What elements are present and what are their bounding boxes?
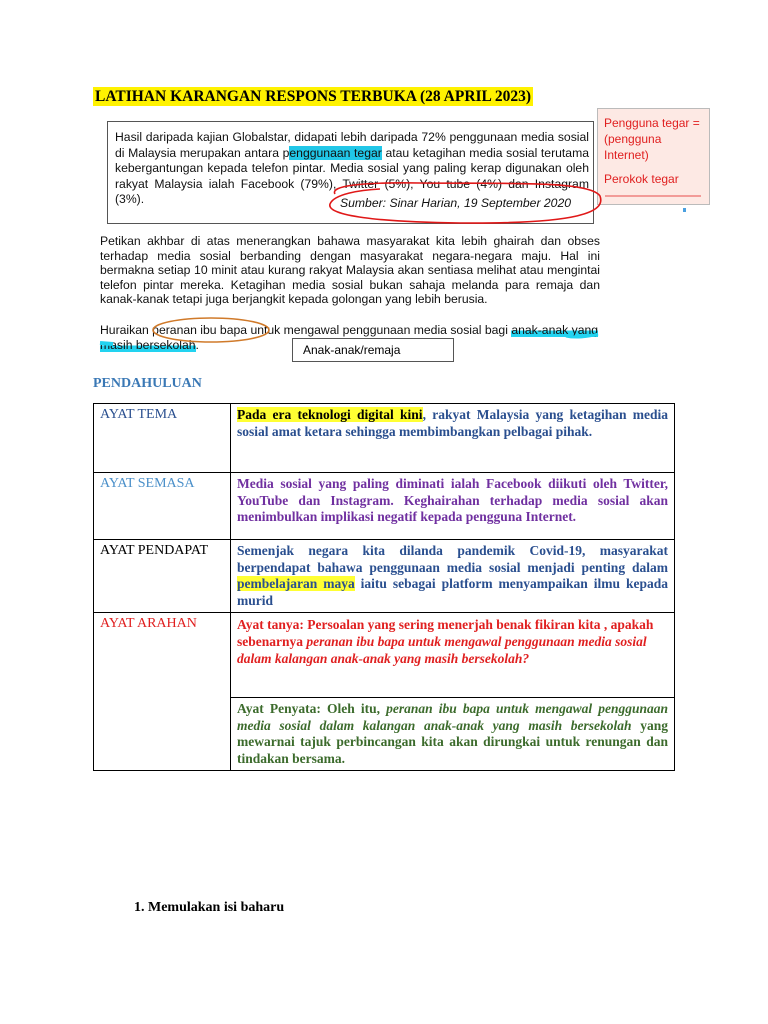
source-highlight: enggunaan tegar [289,145,382,160]
source-text-part1: Hasil daripada kajian Globalstar, didapati lebih daripada 72% penggunaan media sosial di Malaysia merupakan antara p [115,130,589,160]
table-row-arahan [94,613,675,698]
content-ayat-semasa: Media sosial yang paling diminati ialah Facebook diikuti oleh Twitter, YouTube dan Instagram. Keghairahan terhadap media sosial akan menimbulkan implikasi negatif kepada pengguna Internet. [231,473,675,540]
pendahuluan-table [93,403,675,771]
table-row-tema [94,404,675,473]
content-ayat-tanya [231,613,675,698]
tema-rest: , rakyat Malaysia yang ketagihan media sosial amat ketara sehingga membimbangkan pelbagai pihak. [237,407,668,439]
label-ayat-arahan: AYAT ARAHAN [94,613,231,771]
pendapat-highlight: pembelajaran maya [237,576,355,591]
anak-anak-box: Anak-anak/remaja [292,338,454,362]
tema-highlight: Pada era teknologi digital kini [237,407,423,422]
penyata-label: Ayat Penyata: Oleh itu, [237,701,387,716]
penyata-after: yang mewarnai tajuk perbincangan kita akan dirungkai untuk renungan dan tindakan bersama. [237,717,669,766]
table-row-semasa [94,473,675,540]
note-line-1: Pengguna tegar =(pengguna Internet) [604,116,700,162]
tiny-blue-mark [683,208,686,212]
task-underlined: anak-anak yang masih bersekolah [100,323,599,352]
document-title: LATIHAN KARANGAN RESPONS TERBUKA (28 APRIL 2023) [95,88,532,105]
table-row-pendapat [94,540,675,613]
label-ayat-semasa: AYAT SEMASA [94,473,231,540]
arahan-question-before: Ayat tanya: Persoalan yang sering menerjah benak fikiran kita , apakah sebenarnya [237,617,654,649]
passage-text: Petikan akhbar di atas menerangkan bahawa masyarakat kita lebih ghairah dan obses terhadap media sosial berbanding dengan masyarakat negara-negara maju. Hal ini bermakna setiap 10 minit atau kurang rakyat Malaysia akan sentiasa melihat atau mengintai telefon pintar mereka. Ketagihan media sosial bukan sahaja melanda para remaja dan kanak-kanak tetapi juga berjangkit kepada golongan yang lebih berusia. [100,234,600,307]
label-ayat-tema: AYAT TEMA [94,404,231,473]
content-ayat-tema [231,404,675,473]
arahan-question-italic: peranan ibu bapa untuk mengawal penggunaan media sosial dalam kalangan anak-anak yang masih bersekolah? [237,634,647,666]
note-line-2: Perokok tegar [604,172,679,186]
task-middle: untuk mengawal penggunaan media sosial bagi [247,323,512,337]
pendapat-before: Semenjak negara kita dilanda pandemik Covid-19, masyarakat berpendapat bahawa penggunaan media sosial menjadi penting dalam [237,543,668,575]
task-after: . [195,338,199,352]
section-title: PENDAHULUAN [93,376,202,391]
content-ayat-penyata [231,698,675,771]
penyata-italic: peranan ibu bapa untuk mengawal penggunaan media sosial dalam kalangan anak-anak yang masih bersekolah [237,701,668,733]
pendapat-after: iaitu sebagai platform menyampaikan ilmu kepada murid [237,576,668,608]
source-citation: Sumber: Sinar Harian, 19 September 2020 [340,196,572,210]
task-circled: peranan ibu bapa [152,323,248,337]
content-ayat-pendapat [231,540,675,613]
source-text-part2: atau ketagihan media sosial terutama kebergantungan kepada telefon pintar. Media sosial yang paling kerap digunakan oleh rakyat Malaysia ialah Facebook (79%), Twitter (5%), You tube (4%) dan Instagram (3%). [115,145,589,207]
label-ayat-pendapat: AYAT PENDAPAT [94,540,231,613]
task-before: Huraikan [100,323,153,337]
note-box [597,108,710,205]
list-item-memulakan: 1. Memulakan isi baharu [134,900,285,915]
